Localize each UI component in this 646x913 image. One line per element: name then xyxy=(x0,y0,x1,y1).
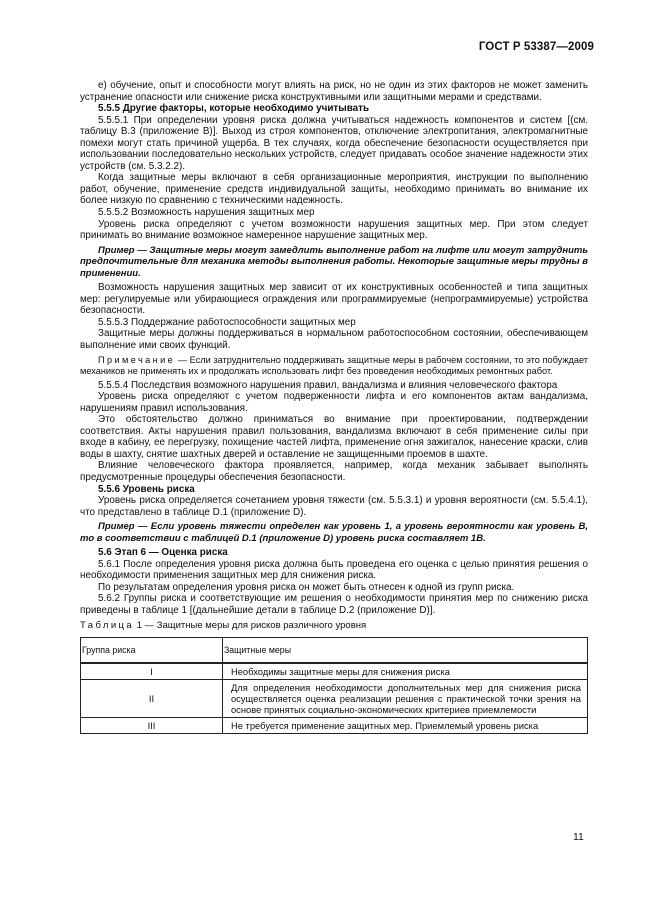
protective-measures-cell: Не требуется применение защитных мер. Приемлемый уровень риска xyxy=(222,718,587,734)
body-paragraph: Защитные меры должны поддерживаться в нормальном работоспособном состоянии, обеспечивающем выполнение ими своих функций. xyxy=(80,328,588,352)
body-paragraph: Уровень риска определяют с учетом возможности нарушения защитных мер. При этом следует принимать во внимание возможное намеренное нарушение защитных мер. xyxy=(80,218,588,242)
protective-measures-cell: Необходимы защитные меры для снижения риска xyxy=(222,663,587,680)
risk-group-cell: II xyxy=(81,680,223,718)
body-paragraph: 5.5.5.2 Возможность нарушения защитных мер xyxy=(98,207,315,219)
body-paragraph: По результатам определения уровня риска он может быть отнесен к одной из групп риска. xyxy=(98,581,515,593)
body-paragraph: 5.6.2 Группы риска и соответствующие им решения о необходимости принятия мер по снижению риска приведены в таблице 1 [(дальнейшие детали в таблице D.2 (приложение D)]. xyxy=(80,593,588,616)
section-heading: 5.5.5 Другие факторы, которые необходимо учитывать xyxy=(98,103,370,115)
risk-group-cell: I xyxy=(81,663,223,680)
note-paragraph xyxy=(80,355,588,377)
paragraph-list xyxy=(80,80,588,617)
column-header-group: Группа риска xyxy=(81,638,223,664)
risk-group-cell: III xyxy=(81,718,223,734)
note-label: Примечание xyxy=(98,354,176,365)
page-number: 11 xyxy=(573,831,584,843)
table-caption-text: 1 — Защитные меры для рисков различного уровня xyxy=(134,619,367,631)
body-paragraph: 5.5.5.4 Последствия возможного нарушения правил, вандализма и влияния человеческого фактора xyxy=(98,379,558,391)
table-header-row xyxy=(81,638,588,664)
table-row xyxy=(81,663,588,680)
body-paragraph: Когда защитные меры включают в себя организационные мероприятия, инструкции по выполнению работ, обучение, применение средств индивидуальной защиты, необходимо принимать во внимание их более низкую по сравнению с техническими надежность. xyxy=(80,172,588,207)
body-paragraph: Влияние человеческого фактора проявляется, например, когда механик забывает выполнять предусмотренные процедуры обеспечения безопасности. xyxy=(80,460,588,483)
body-paragraph: 5.6.1 После определения уровня риска должна быть проведена его оценка с целью принятия решения о необходимости применения защитных мер для снижения риска. xyxy=(80,558,588,582)
table-row xyxy=(81,680,588,718)
section-heading: 5.6 Этап 6 — Оценка риска xyxy=(98,547,228,559)
example-paragraph: Пример — Защитные меры могут замедлить выполнение работ на лифте или могут затруднить предпочтительные для механика методы выполнения работы. Некоторые защитные меры трудны в применении. xyxy=(80,244,588,279)
table-caption-label: Таблица xyxy=(80,619,135,631)
note-text: — Если затруднительно поддерживать защитные меры в рабочем состоянии, то это побуждает механиков не применять их и продолжать использовать лифт без проведения необходимых ремонтных работ. xyxy=(80,354,588,376)
standard-header: ГОСТ Р 53387—2009 xyxy=(478,41,594,53)
column-header-measures: Защитные меры xyxy=(222,638,587,664)
page-body xyxy=(80,80,588,734)
risk-groups-table xyxy=(80,637,588,734)
section-heading: 5.5.6 Уровень риска xyxy=(98,483,195,495)
body-paragraph: Уровень риска определяют с учетом подверженности лифта и его компонентов актам вандализма, нарушениям правил использования. xyxy=(80,391,588,414)
table-caption xyxy=(80,620,588,632)
body-paragraph: 5.5.5.3 Поддержание работоспособности защитных мер xyxy=(98,316,356,328)
body-paragraph: 5.5.5.1 При определении уровня риска должна учитываться надежность компонентов и систем [(см. таблицу В.3 (приложение В)]. Выход из строя компонентов, отключение электропитания, электромагнитные помехи могут стать причиной ущерба. В тех случаях, когда обеспечение безопасности осуществляется при использовании последовательно нескольких устройств, следует придавать особое значение надежности этих устройств (см. 5.3.2.2). xyxy=(80,114,588,172)
body-paragraph: е) обучение, опыт и способности могут влиять на риск, но не один из этих факторов не может заменить устранение опасности или снижение риска конструктивными или защитными мерами и средствами. xyxy=(80,80,588,103)
body-paragraph: Уровень риска определяется сочетанием уровня тяжести (см. 5.5.3.1) и уровня вероятности (см. 5.5.4.1), что представлено в таблице D.1 (приложение D). xyxy=(80,495,588,518)
table-row xyxy=(81,718,588,734)
body-paragraph: Возможность нарушения защитных мер зависит от их конструктивных особенностей и типа защитных мер: регулируемые или убирающиеся ограждения или программируемые (непрограммируемые) устройства безопасности. xyxy=(80,282,588,317)
protective-measures-cell: Для определения необходимости дополнительных мер для снижения риска осуществляется оценка реализации решения с практической точки зрения на основе принятых социально-экономических критериев приемлемости xyxy=(222,680,587,718)
example-paragraph: Пример — Если уровень тяжести определен как уровень 1, а уровень вероятности как уровень В, то в соответствии с таблицей D.1 (приложение D) уровень риска составляет 1В. xyxy=(80,521,588,544)
body-paragraph: Это обстоятельство должно приниматься во внимание при проектировании, подтверждении соответствия. Акты нарушения правил пользования, вандализма включают в себя применение силы при входе в кабину, ее перегрузку, похищение частей лифта, применение огня зажигалок, нанесение краски, слив воды в шахту, снятие шахтных дверей и оставление не защищенными проемов в шахте. xyxy=(80,414,588,460)
table-body xyxy=(81,663,588,734)
